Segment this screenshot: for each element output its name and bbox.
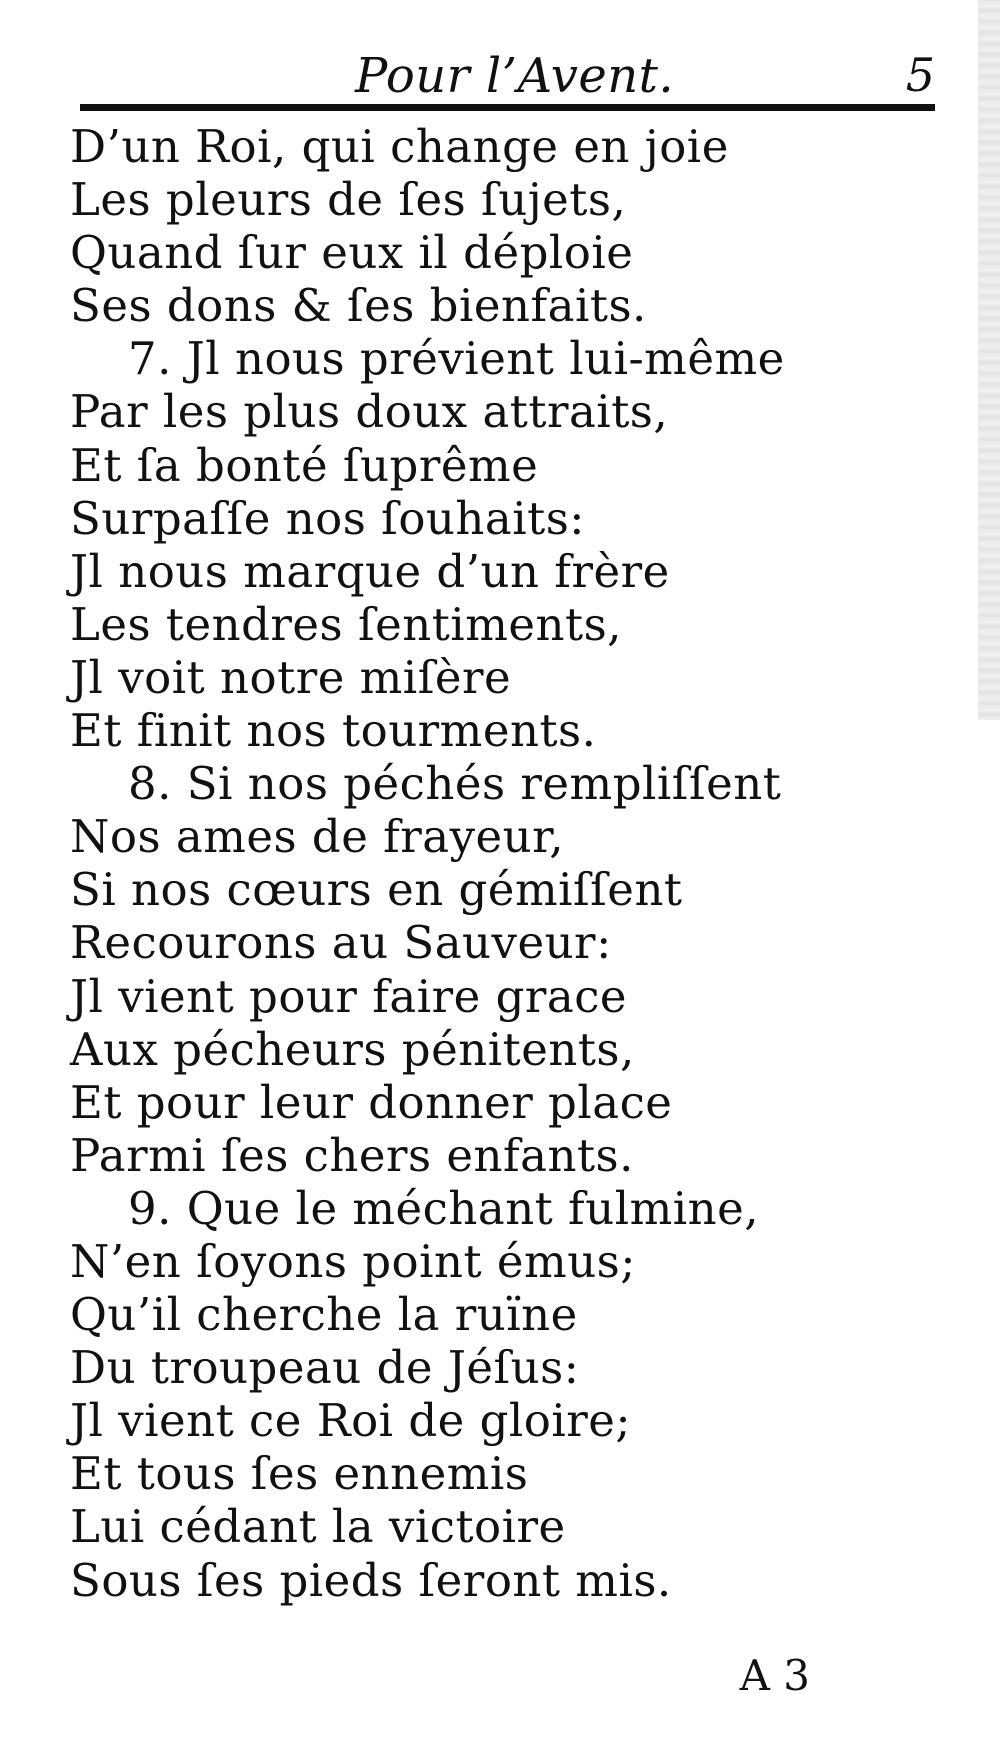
hymn-verses [70, 120, 930, 1607]
verse-line: Jl nous marque d’un frère [70, 544, 670, 598]
verse-line: Aux pécheurs pénitents, [70, 1022, 635, 1076]
verse-line: Sous ſes pieds ſeront mis. [70, 1553, 672, 1607]
verse-line: Par les plus doux attraits, [70, 385, 669, 439]
verse-line: Nos ames de frayeur, [70, 810, 565, 864]
verse-line: Si nos cœurs en gémiſſent [70, 863, 683, 917]
verse-line: Ses dons & ſes bienfaits. [70, 279, 647, 333]
header-title: Pour l’Avent. [355, 48, 675, 104]
stanza-start-line: 7. Jl nous prévient lui-même [128, 332, 785, 386]
verse-line: Jl vient pour faire grace [70, 969, 628, 1023]
stanza-start-line: 9. Que le méchant fulmine, [128, 1181, 760, 1235]
verse-line: Jl vient ce Roi de gloire; [70, 1394, 632, 1448]
stanza-start-line: 8. Si nos péchés rempliſſent [128, 757, 782, 811]
verse-line: Quand ſur eux il déploie [70, 226, 634, 280]
verse-line: Lui cédant la victoire [70, 1500, 566, 1554]
verse-line: Surpaſſe nos ſouhaits: [70, 491, 585, 545]
header-rule [80, 104, 935, 111]
page-edge-shadow [978, 0, 1000, 720]
verse-line: N’en ſoyons point émus; [70, 1234, 636, 1288]
verse-line: Jl voit notre miſère [70, 650, 512, 704]
verse-line: Qu’il cherche la ruïne [70, 1288, 578, 1342]
verse-line: Et tous ſes ennemis [70, 1447, 529, 1501]
verse-line: Les tendres ſentiments, [70, 597, 622, 651]
verse-line: Recourons au Sauveur: [70, 916, 612, 970]
verse-line: Et ſa bonté ſuprême [70, 438, 539, 492]
verse-line: Parmi ſes chers enfants. [70, 1128, 634, 1182]
verse-line: Et pour leur donner place [70, 1075, 673, 1129]
page-number: 5 [905, 48, 935, 102]
verse-line: D’un Roi, qui change en joie [70, 120, 729, 173]
verse-line: Du troupeau de Jéſus: [70, 1341, 580, 1395]
verse-line: Les pleurs de ſes ſujets, [70, 173, 627, 227]
signature-mark: A 3 [739, 1651, 810, 1700]
verse-line: Et finit nos tourments. [70, 704, 597, 758]
running-header [75, 40, 935, 110]
